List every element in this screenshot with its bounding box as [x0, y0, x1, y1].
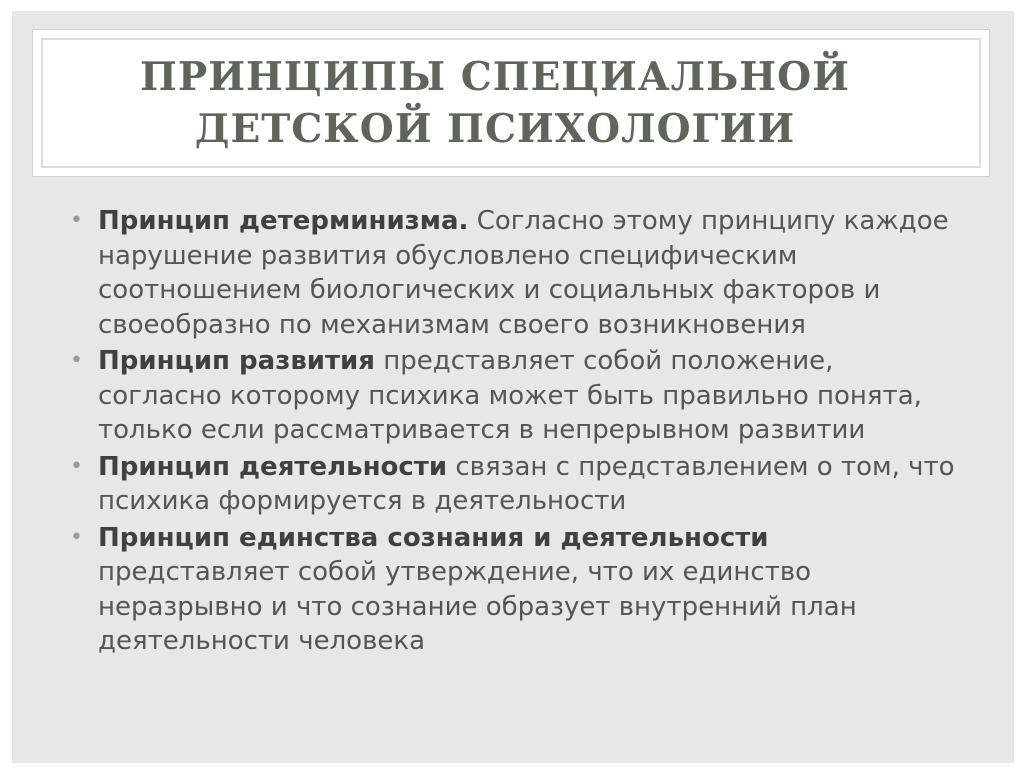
- bullet-icon: •: [70, 453, 83, 479]
- principles-list: [68, 204, 958, 661]
- slide-title: [140, 51, 850, 155]
- list-item-unity: [68, 521, 958, 659]
- bullet-icon: •: [70, 524, 83, 550]
- title-frame: [41, 38, 981, 168]
- list-item-development: [68, 344, 958, 448]
- title-line-1: ПРИНЦИПЫ СПЕЦИАЛЬНОЙ: [140, 54, 850, 100]
- bullet-icon: •: [70, 348, 83, 373]
- item-text: представляет собой утверждение, что их единство неразрывно и что сознание образует внутренний план деятельности человека: [98, 557, 857, 656]
- item-text: связан с представлением о том, что психика формируется в деятельности: [98, 451, 955, 516]
- bullet-icon: •: [70, 208, 83, 233]
- title-box: [32, 29, 990, 177]
- list-item-activity: [68, 450, 958, 519]
- list-item-determinism: [68, 204, 958, 342]
- title-line-2: ДЕТСКОЙ ПСИХОЛОГИИ: [194, 106, 796, 152]
- item-term: Принцип развития: [98, 346, 375, 376]
- item-term: Принцип детерминизма.: [98, 206, 469, 236]
- item-term: Принцип деятельности: [98, 451, 448, 482]
- item-term: Принцип единства сознания и деятельности: [98, 522, 769, 553]
- item-text: представляет собой положение, согласно которому психика может быть правильно понята, только если рассматривается в непрерывном развитии: [98, 346, 922, 445]
- item-text: Согласно этому принципу каждое нарушение развития обусловлено специфическим соотношением биологических и социальных факторов и своеобразно по механизмам своего возникновения: [98, 206, 949, 340]
